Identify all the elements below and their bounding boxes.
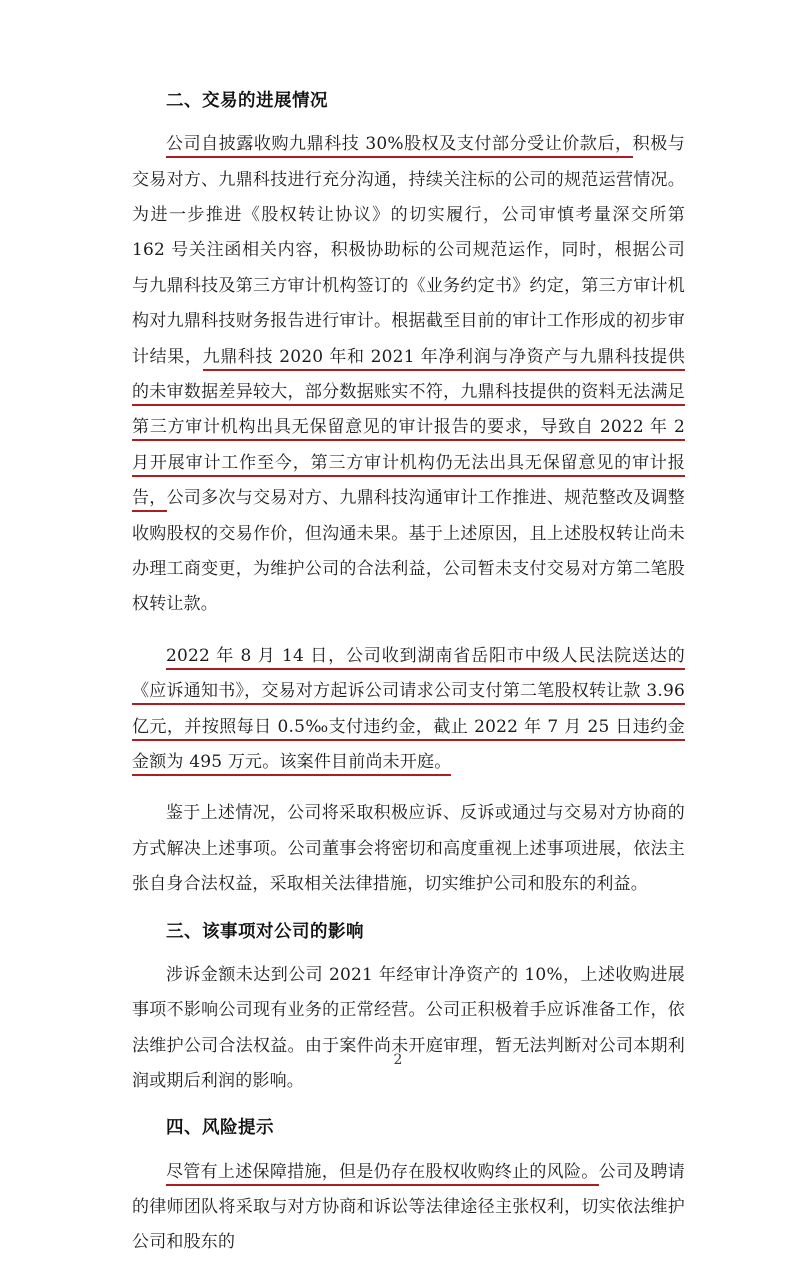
section-spacer bbox=[132, 1103, 685, 1115]
document-content bbox=[132, 88, 685, 1265]
plain-risk-run: 公司及聘请的律师团队将采取与对方协商和诉讼等法律途径主张权利，切实依法维护公司和股东的 bbox=[132, 1161, 686, 1253]
section-four-paragraph-1 bbox=[132, 1155, 685, 1261]
underlined-run-1: 公司自披露收购九鼎科技 30%股权及支付部分受让价款后， bbox=[166, 134, 633, 158]
underlined-lawsuit-run: 2022 年 8 月 14 日，公司收到湖南省岳阳市中级人民法院送达的《应诉通知书》，交易对方起诉公司请求公司支付第二笔股权转让款 3.96 亿元，并按照每日 0.5‰支付违约金，截止 2022 年 7 月 25 日违约金金额为 495 万元。该案件目前尚未开庭。 bbox=[132, 646, 685, 776]
section-heading-three: 三、该事项对公司的影响 bbox=[166, 921, 364, 942]
plain-run-4: 公司多次与交易对方、九鼎科技沟通审计工作推进、规范整改及调整收购股权的交易作价，但沟通未果。基于上述原因，且上述股权转让尚未办理工商变更，为维护公司的合法利益，公司暂未支付交易对方第二笔股权转让款。 bbox=[132, 488, 686, 615]
paragraph-spacer bbox=[132, 784, 685, 796]
underlined-run-3: 九鼎科技 2020 年和 2021 年净利润与净资产与九鼎科技提供的未审数据差异较大，部分数据账实不符，九鼎科技提供的资料无法满足第三方审计机构出具无保留意见的审计报告的要求，导致自 2022 年 2 月开展审计工作至今，第三方审计机构仍无法出具无保留意见的审计报告， bbox=[132, 347, 685, 513]
section-two-paragraph-3 bbox=[132, 796, 685, 902]
underlined-risk-run: 尽管有上述保障措施，但是仍存在股权收购终止的风险。 bbox=[166, 1162, 599, 1186]
page-number: 2 bbox=[393, 1052, 403, 1068]
section-two-paragraph-2 bbox=[132, 639, 685, 781]
section-two-paragraph-1 bbox=[132, 127, 685, 623]
section-heading-four: 四、风险提示 bbox=[166, 1118, 274, 1139]
plain-response-run: 鉴于上述情况，公司将采取积极应诉、反诉或通过与交易对方协商的方式解决上述事项。公司董事会将密切和高度重视上述事项进展，依法主张自身合法权益，采取相关法律措施，切实维护公司和股东的利益。 bbox=[132, 803, 685, 895]
plain-impact-run: 涉诉金额未达到公司 2021 年经审计净资产的 10%，上述收购进展事项不影响公司现有业务的正常经营。公司正积极着手应诉准备工作，依法维护公司合法权益。由于案件尚未开庭审理，暂无法判断对公司本期利润或期后利润的影响。 bbox=[132, 964, 685, 1091]
section-three-paragraph-1 bbox=[132, 958, 685, 1100]
plain-run-2: 积极与交易对方、九鼎科技进行充分沟通，持续关注标的公司的规范运营情况。为进一步推进《股权转让协议》的切实履行，公司审慎考量深交所第 162 号关注函相关内容，积极协助标的公司规范运作，同时，根据公司与九鼎科技及第三方审计机构签订的《业务约定书》约定，第三方审计机构对九鼎科技财务报告进行审计。根据截至目前的审计工作形成的初步审计结果， bbox=[132, 134, 685, 367]
paragraph-spacer bbox=[132, 627, 685, 639]
section-heading-two: 二、交易的进展情况 bbox=[166, 91, 328, 111]
section-spacer bbox=[132, 907, 685, 919]
